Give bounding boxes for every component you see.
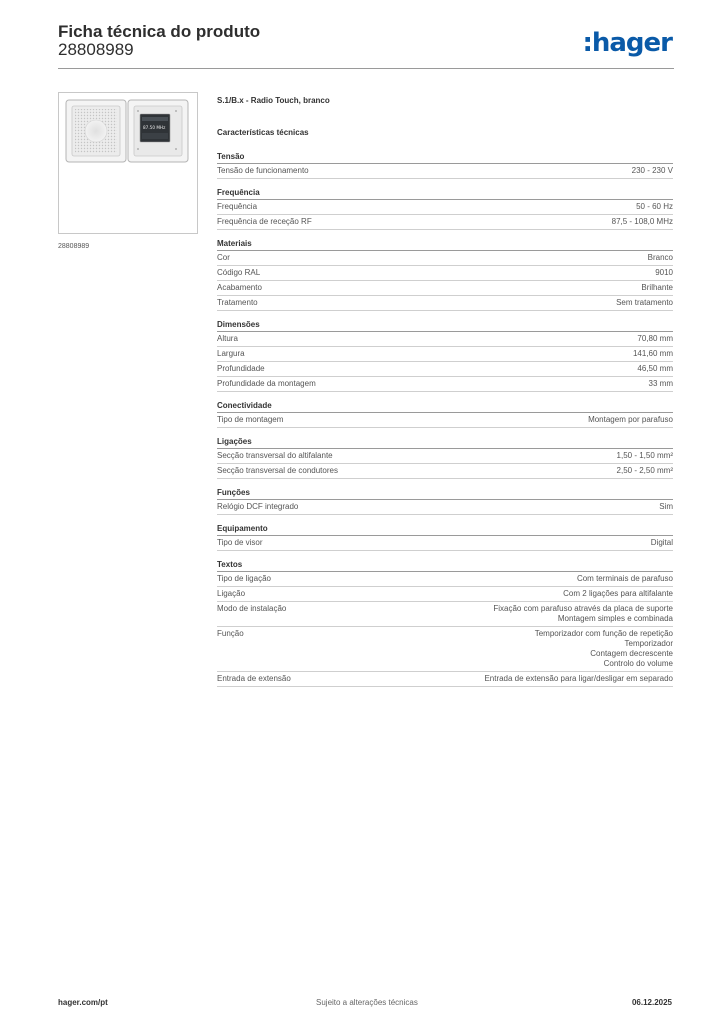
spec-value [612,217,673,227]
spec-label: Secção transversal do altifalante [217,451,333,460]
spec-label: Frequência de receção RF [217,217,312,226]
spec-value-line: 46,50 mm [637,364,673,373]
spec-groups [217,152,673,687]
spec-value [648,253,673,263]
spec-value-line: Branco [647,253,673,262]
product-image-frame [58,92,198,234]
spec-value-line: 33 mm [648,379,673,388]
spec-value [633,349,673,359]
spec-value [636,202,673,212]
spec-label: Frequência [217,202,258,211]
spec-value [655,268,673,278]
spec-value-line: Montagem por parafuso [588,415,673,424]
spec-value-line: 1,50 - 1,50 mm² [616,451,673,460]
spec-value [637,364,673,374]
spec-label: Código RAL [217,268,261,277]
spec-value-line: Entrada de extensão para ligar/desligar em separado [484,674,673,683]
spec-value [651,538,673,548]
spec-row [217,464,673,479]
spec-value-line: Temporizador [624,639,673,648]
group-title: Ligações [217,437,673,449]
spec-value [649,379,673,389]
spec-value-line: 9010 [655,268,673,277]
group-title: Textos [217,560,673,572]
spec-value [535,629,673,669]
spec-row [217,377,673,392]
radio-display-text: 87.50 MHz [143,125,166,130]
product-image [65,99,189,163]
spec-value-line: 87,5 - 108,0 MHz [611,217,673,226]
spec-value-line: Temporizador com função de repetição [534,629,673,638]
spec-row [217,164,673,179]
spec-label: Entrada de extensão [217,674,291,683]
spec-value-line: 50 - 60 Hz [636,202,673,211]
spec-value [641,283,673,293]
spec-value [563,589,673,599]
spec-row [217,266,673,281]
spec-value-line: Sem tratamento [616,298,673,307]
section-heading: Características técnicas [217,128,309,137]
spec-label: Altura [217,334,238,343]
spec-value [617,451,673,461]
spec-row [217,281,673,296]
spec-row [217,215,673,230]
spec-value-line: Digital [650,538,673,547]
spec-value-line: 70,80 mm [637,334,673,343]
group-title: Tensão [217,152,673,164]
spec-label: Função [217,629,244,638]
spec-value [577,574,673,584]
spec-value [659,502,673,512]
spec-row [217,362,673,377]
spec-value [484,674,673,684]
spec-label: Secção transversal de condutores [217,466,338,475]
spec-value-line: 2,50 - 2,50 mm² [616,466,673,475]
spec-row [217,587,673,602]
spec-row [217,413,673,428]
document-title: Ficha técnica do produto [58,22,261,41]
spec-row [217,347,673,362]
spec-label: Tratamento [217,298,258,307]
group-title: Frequência [217,188,673,200]
spec-label: Cor [217,253,230,262]
spec-value [493,604,673,624]
spec-value [617,466,673,476]
spec-label: Profundidade [217,364,265,373]
spec-label: Tipo de ligação [217,574,271,583]
spec-value [588,415,673,425]
hager-logo: :hager [582,28,672,58]
group-title: Conectividade [217,401,673,413]
group-title: Funções [217,488,673,500]
spec-value-line: Fixação com parafuso através da placa de suporte [493,604,673,613]
spec-row [217,602,673,627]
footer-date: 06.12.2025 [631,998,672,1007]
spec-label: Tipo de visor [217,538,263,547]
page-header [58,20,674,70]
spec-label: Ligação [217,589,246,598]
spec-label: Largura [217,349,245,358]
spec-row [217,536,673,551]
spec-label: Profundidade da montagem [217,379,316,388]
spec-row [217,251,673,266]
spec-label: Acabamento [217,283,262,292]
group-title: Equipamento [217,524,673,536]
spec-value-line: 141,60 mm [632,349,673,358]
group-title: Materiais [217,239,673,251]
spec-label: Tensão de funcionamento [217,166,309,175]
spec-row [217,332,673,347]
spec-label: Relógio DCF integrado [217,502,299,511]
spec-value-line: Contagem decrescente [590,649,673,658]
spec-value-line: 230 - 230 V [631,166,673,175]
spec-row [217,572,673,587]
spec-row [217,296,673,311]
spec-row [217,500,673,515]
specifications [217,96,673,687]
spec-label: Modo de instalação [217,604,287,613]
spec-value-line: Sim [659,502,673,511]
spec-value-line: Com terminais de parafuso [576,574,673,583]
document-number: 28808989 [58,40,134,59]
spec-value-line: Controlo do volume [603,659,673,668]
footer-website[interactable]: hager.com/pt [58,998,108,1007]
spec-label: Tipo de montagem [217,415,284,424]
spec-value [616,298,673,308]
image-caption: 28808989 [58,243,90,250]
spec-row [217,627,673,672]
spec-value [637,334,673,344]
spec-value-line: Com 2 ligações para altifalante [563,589,673,598]
header-divider [58,68,674,69]
spec-row [217,672,673,687]
spec-value-line: Brilhante [641,283,673,292]
product-name: S.1/B.x - Radio Touch, branco [217,96,330,105]
spec-row [217,449,673,464]
footer-notice: Sujeito a alterações técnicas [316,998,418,1007]
spec-value-line: Montagem simples e combinada [557,614,673,623]
group-title: Dimensões [217,320,673,332]
spec-value [632,166,673,176]
spec-row [217,200,673,215]
